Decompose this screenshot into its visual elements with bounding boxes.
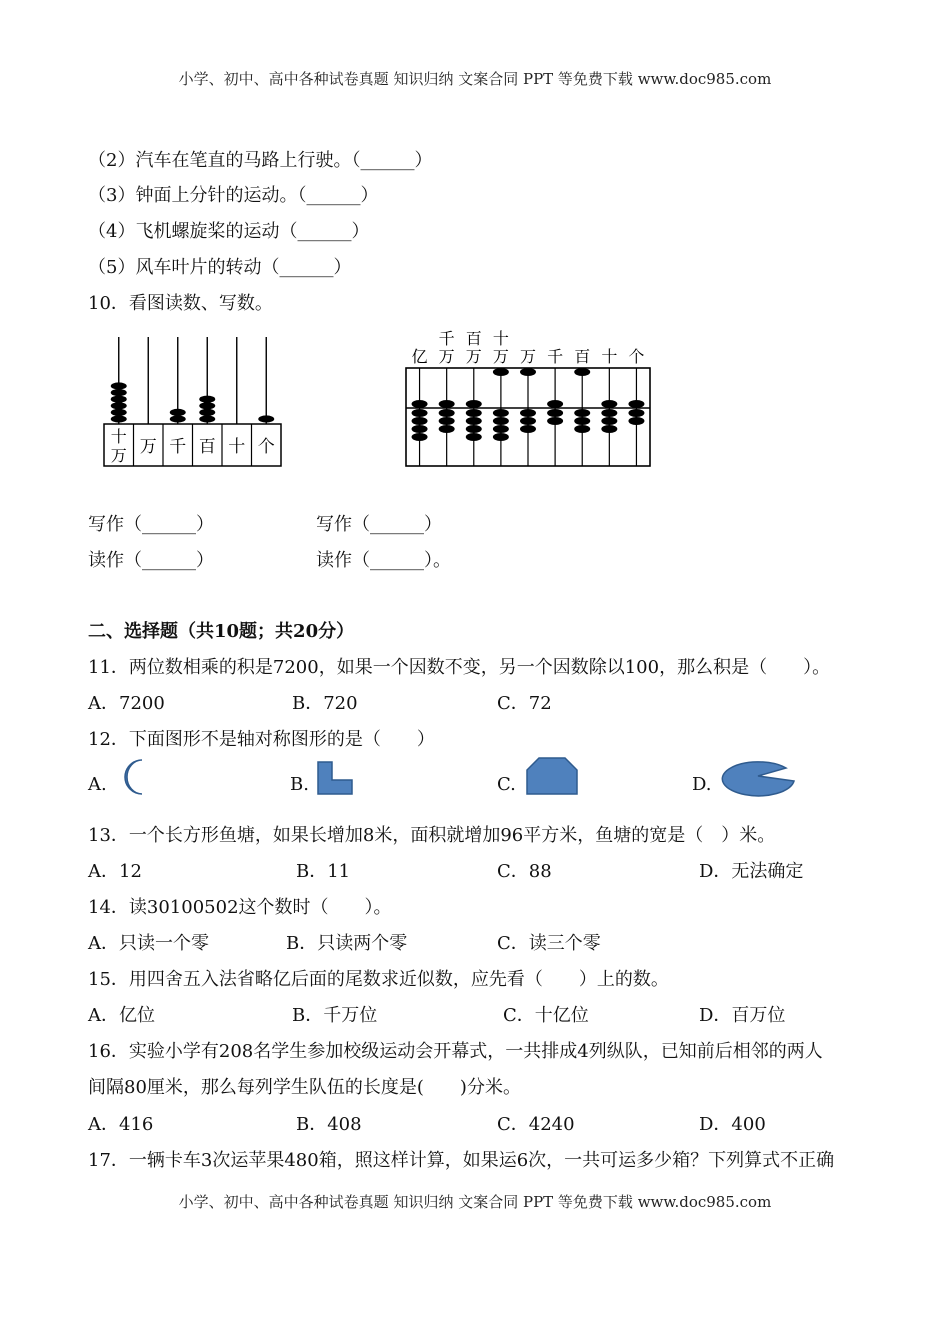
q14-option-a: A．只读一个零	[88, 933, 209, 954]
abacus2-label: 万	[519, 347, 537, 366]
q12-stem: 12．下面图形不是轴对称图形的是（ ）	[88, 729, 435, 750]
abacus2-lower-bead	[574, 425, 590, 433]
abacus2-label: 千	[438, 329, 455, 348]
q11-option-c: C．72	[497, 693, 552, 714]
q14-option-b: B．只读两个零	[286, 933, 408, 954]
crescent-shape	[112, 758, 148, 796]
l-shape	[316, 760, 356, 796]
abacus2-upper-bead	[520, 368, 536, 376]
abacus2-label: 亿	[411, 347, 428, 366]
q13-option-d: D．无法确定	[699, 861, 804, 882]
abacus1-bead	[170, 409, 186, 416]
abacus1-bead	[111, 402, 127, 409]
q10-read-2: 读作（______）。	[316, 550, 451, 571]
abacus1-label: 百	[198, 437, 216, 457]
abacus2-upper-bead	[493, 368, 509, 376]
abacus2-label: 个	[628, 347, 645, 366]
abacus1-label: 个	[257, 437, 275, 457]
q15-option-c: C．十亿位	[503, 1005, 589, 1026]
abacus2-lower-bead	[520, 425, 536, 433]
q15-option-a: A．亿位	[88, 1005, 155, 1026]
abacus1-label: 万	[139, 437, 157, 457]
q14-option-c: C．读三个零	[497, 933, 601, 954]
abacus2-lower-bead	[493, 409, 509, 417]
abacus2-lower-bead	[520, 417, 536, 425]
abacus2-lower-bead	[466, 433, 482, 441]
abacus2-label: 万	[492, 347, 509, 366]
abacus2-upper-bead	[601, 400, 617, 408]
abacus2-lower-bead	[601, 417, 617, 425]
abacus1-bead	[258, 415, 274, 422]
q12-option-b: B.	[290, 774, 309, 795]
abacus2-lower-bead	[520, 409, 536, 417]
abacus2-lower-bead	[412, 425, 428, 433]
abacus1-bead	[111, 396, 127, 403]
q10-title: 10．看图读数、写数。	[88, 293, 273, 314]
abacus2-upper-bead	[574, 368, 590, 376]
abacus2-lower-bead	[493, 433, 509, 441]
q16-option-b: B．408	[296, 1114, 362, 1135]
abacus2-lower-bead	[547, 417, 563, 425]
q15-option-d: D．百万位	[699, 1005, 786, 1026]
q9-item-3: （3）钟面上分针的运动。（______）	[88, 185, 379, 206]
q13-option-c: C．88	[497, 861, 552, 882]
abacus2-upper-bead	[466, 400, 482, 408]
abacus1-bead	[111, 382, 127, 389]
abacus-figure-1	[100, 335, 290, 470]
abacus2-lower-bead	[439, 417, 455, 425]
abacus2-label: 千	[547, 347, 564, 366]
abacus2-lower-bead	[574, 417, 590, 425]
q10-write-1: 写作（______）	[88, 514, 214, 535]
q13-option-a: A．12	[88, 861, 142, 882]
q13-stem: 13．一个长方形鱼塘，如果长增加8米，面积就增加96平方米，鱼塘的宽是（ ）米。	[88, 825, 776, 846]
pentagon-shape	[525, 756, 579, 796]
q9-item-4: （4）飞机螺旋桨的运动（______）	[88, 221, 370, 242]
q16-option-a: A．416	[88, 1114, 154, 1135]
abacus1-bead	[199, 396, 215, 403]
abacus2-lower-bead	[466, 409, 482, 417]
page-header: 小学、初中、高中各种试卷真题 知识归纳 文案合同 PPT 等免费下载 www.doc985.com	[178, 70, 772, 88]
abacus2-label: 百	[574, 347, 591, 366]
abacus1-label: 十	[110, 427, 127, 446]
q10-read-1: 读作（______）	[88, 550, 214, 571]
abacus2-label: 百	[465, 329, 482, 348]
q12-option-c: C.	[497, 774, 516, 795]
q16-option-c: C．4240	[497, 1114, 575, 1135]
abacus2-label: 十	[601, 347, 618, 366]
abacus2-lower-bead	[466, 417, 482, 425]
q15-stem: 15．用四舍五入法省略亿后面的尾数求近似数，应先看（ ）上的数。	[88, 969, 669, 990]
abacus2-lower-bead	[412, 409, 428, 417]
abacus2-upper-bead	[628, 400, 644, 408]
q11-option-b: B．720	[292, 693, 358, 714]
section-title-choice: 二、选择题（共10题；共20分）	[88, 621, 355, 642]
abacus1-label: 万	[110, 446, 127, 465]
q9-item-2: （2）汽车在笔直的马路上行驶。（______）	[88, 150, 433, 171]
abacus1-bead	[199, 409, 215, 416]
abacus2-lower-bead	[412, 433, 428, 441]
pacman-shape	[720, 758, 796, 796]
abacus1-bead	[111, 409, 127, 416]
abacus2-lower-bead	[628, 417, 644, 425]
q16-stem-line1: 16．实验小学有208名学生参加校级运动会开幕式，一共排成4列纵队，已知前后相邻的两人	[88, 1041, 823, 1062]
abacus2-lower-bead	[601, 409, 617, 417]
q17-stem: 17．一辆卡车3次运苹果480箱，照这样计算，如果运6次，一共可运多少箱？下列算式不正确	[88, 1150, 835, 1171]
abacus2-lower-bead	[547, 409, 563, 417]
q11-option-a: A．7200	[88, 693, 165, 714]
abacus2-label: 万	[465, 347, 482, 366]
abacus2-lower-bead	[412, 417, 428, 425]
abacus2-label: 万	[438, 347, 455, 366]
abacus2-lower-bead	[493, 417, 509, 425]
abacus2-upper-bead	[547, 400, 563, 408]
q16-option-d: D．400	[699, 1114, 766, 1135]
q9-item-5: （5）风车叶片的转动（______）	[88, 257, 352, 278]
abacus2-label: 十	[492, 329, 509, 348]
abacus1-bead	[170, 415, 186, 422]
abacus1-bead	[199, 402, 215, 409]
abacus2-upper-bead	[412, 400, 428, 408]
abacus2-lower-bead	[466, 425, 482, 433]
q16-stem-line2: 间隔80厘米，那么每列学生队伍的长度是( )分米。	[88, 1077, 521, 1098]
abacus1-bead	[111, 389, 127, 396]
abacus1-bead	[199, 415, 215, 422]
q15-option-b: B．千万位	[292, 1005, 378, 1026]
abacus1-label: 千	[169, 437, 187, 457]
abacus2-lower-bead	[574, 409, 590, 417]
abacus2-lower-bead	[439, 409, 455, 417]
page-footer: 小学、初中、高中各种试卷真题 知识归纳 文案合同 PPT 等免费下载 www.doc985.com	[178, 1193, 772, 1211]
abacus-figure-2	[400, 328, 660, 470]
q13-option-b: B．11	[296, 861, 351, 882]
q11-stem: 11．两位数相乘的积是7200，如果一个因数不变，另一个因数除以100，那么积是（ ）。	[88, 657, 831, 678]
abacus2-lower-bead	[601, 425, 617, 433]
q12-option-a: A.	[88, 774, 107, 795]
abacus2-lower-bead	[493, 425, 509, 433]
abacus2-lower-bead	[439, 425, 455, 433]
abacus1-bead	[111, 415, 127, 422]
q14-stem: 14．读30100502这个数时（ ）。	[88, 897, 392, 918]
q12-option-d: D.	[692, 774, 712, 795]
abacus2-lower-bead	[628, 409, 644, 417]
abacus1-label: 十	[228, 437, 246, 457]
abacus2-upper-bead	[439, 400, 455, 408]
q10-write-2: 写作（______）	[316, 514, 442, 535]
